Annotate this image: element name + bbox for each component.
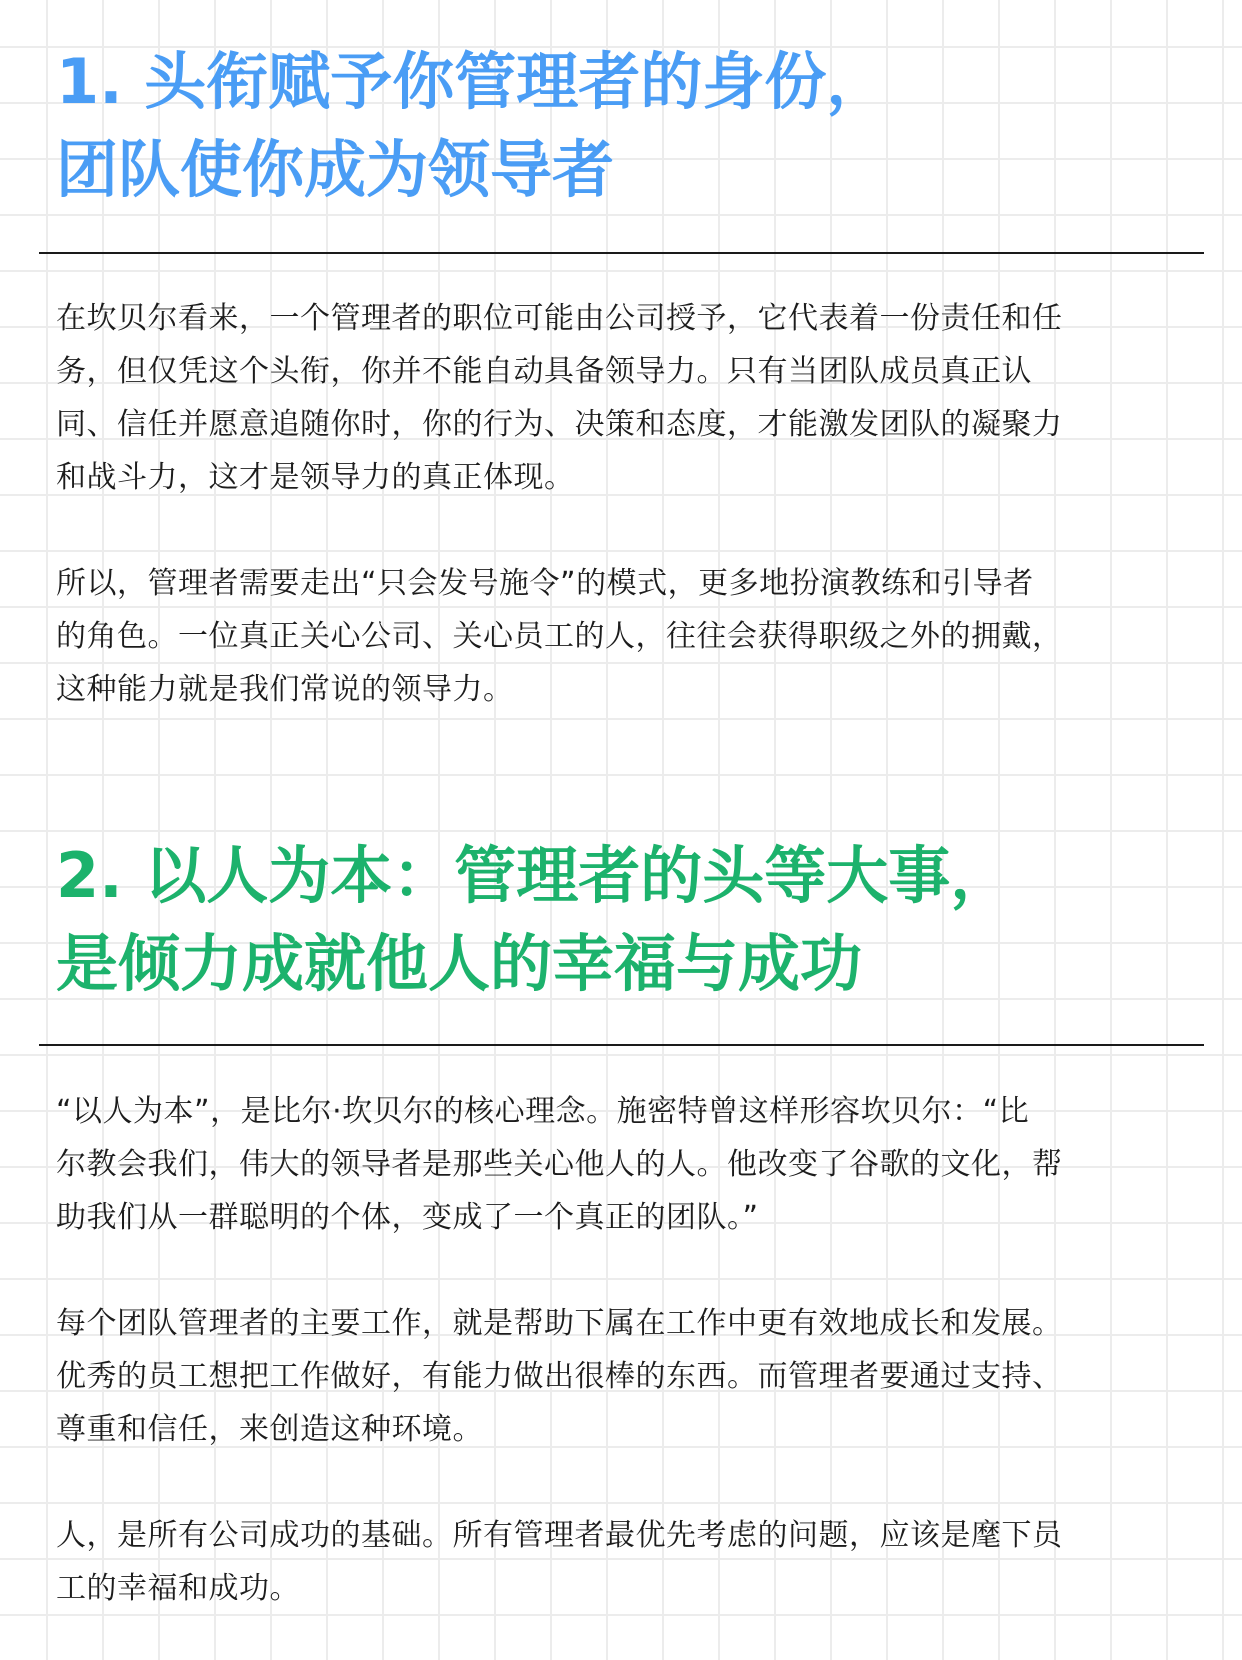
text-line: 人，是所有公司成功的基础。所有管理者最优先考虑的问题，应该是麾下员 bbox=[56, 1518, 1063, 1553]
section-2-heading-line: 2. 以人为本：管理者的头等大事， bbox=[56, 839, 1013, 912]
text-line: 和战斗力，这才是领导力的真正体现。 bbox=[56, 460, 575, 495]
text-line: 同、信任并愿意追随你时，你的行为、决策和态度，才能激发团队的凝聚力 bbox=[56, 407, 1063, 442]
section-1-heading-line: 1. 头衔赋予你管理者的身份， bbox=[56, 45, 889, 118]
text-line: 尔教会我们，伟大的领导者是那些关心他人的人。他改变了谷歌的文化，帮 bbox=[56, 1147, 1063, 1182]
section-1-paragraph-2 bbox=[56, 557, 1191, 716]
section-2-heading bbox=[56, 832, 1012, 1008]
text-line: 尊重和信任，来创造这种环境。 bbox=[56, 1412, 483, 1447]
text-line: 所以，管理者需要走出“只会发号施令”的模式，更多地扮演教练和引导者 bbox=[56, 566, 1034, 601]
section-2-divider bbox=[39, 1044, 1204, 1046]
section-2-paragraph-1 bbox=[56, 1085, 1191, 1244]
section-1-heading bbox=[56, 38, 888, 214]
section-2-heading-line: 是倾力成就他人的幸福与成功 bbox=[56, 927, 863, 1000]
text-line: 每个团队管理者的主要工作，就是帮助下属在工作中更有效地成长和发展。 bbox=[56, 1306, 1063, 1341]
section-1-heading-line: 团队使你成为领导者 bbox=[56, 133, 615, 206]
text-line: 工的幸福和成功。 bbox=[56, 1571, 300, 1606]
text-line: 助我们从一群聪明的个体，变成了一个真正的团队。” bbox=[56, 1200, 759, 1235]
section-2-paragraph-3 bbox=[56, 1509, 1191, 1615]
text-line: 这种能力就是我们常说的领导力。 bbox=[56, 672, 514, 707]
section-1-paragraph-1 bbox=[56, 292, 1191, 504]
section-1-divider bbox=[39, 252, 1204, 254]
text-line: 务，但仅凭这个头衔，你并不能自动具备领导力。只有当团队成员真正认 bbox=[56, 354, 1032, 389]
text-line: 的角色。一位真正关心公司、关心员工的人，往往会获得职级之外的拥戴， bbox=[56, 619, 1063, 654]
text-line: 在坎贝尔看来，一个管理者的职位可能由公司授予，它代表着一份责任和任 bbox=[56, 301, 1063, 336]
text-line: 优秀的员工想把工作做好，有能力做出很棒的东西。而管理者要通过支持、 bbox=[56, 1359, 1063, 1394]
text-line: “以人为本”，是比尔·坎贝尔的核心理念。施密特曾这样形容坎贝尔：“比 bbox=[56, 1094, 1030, 1129]
section-2-paragraph-2 bbox=[56, 1297, 1191, 1456]
